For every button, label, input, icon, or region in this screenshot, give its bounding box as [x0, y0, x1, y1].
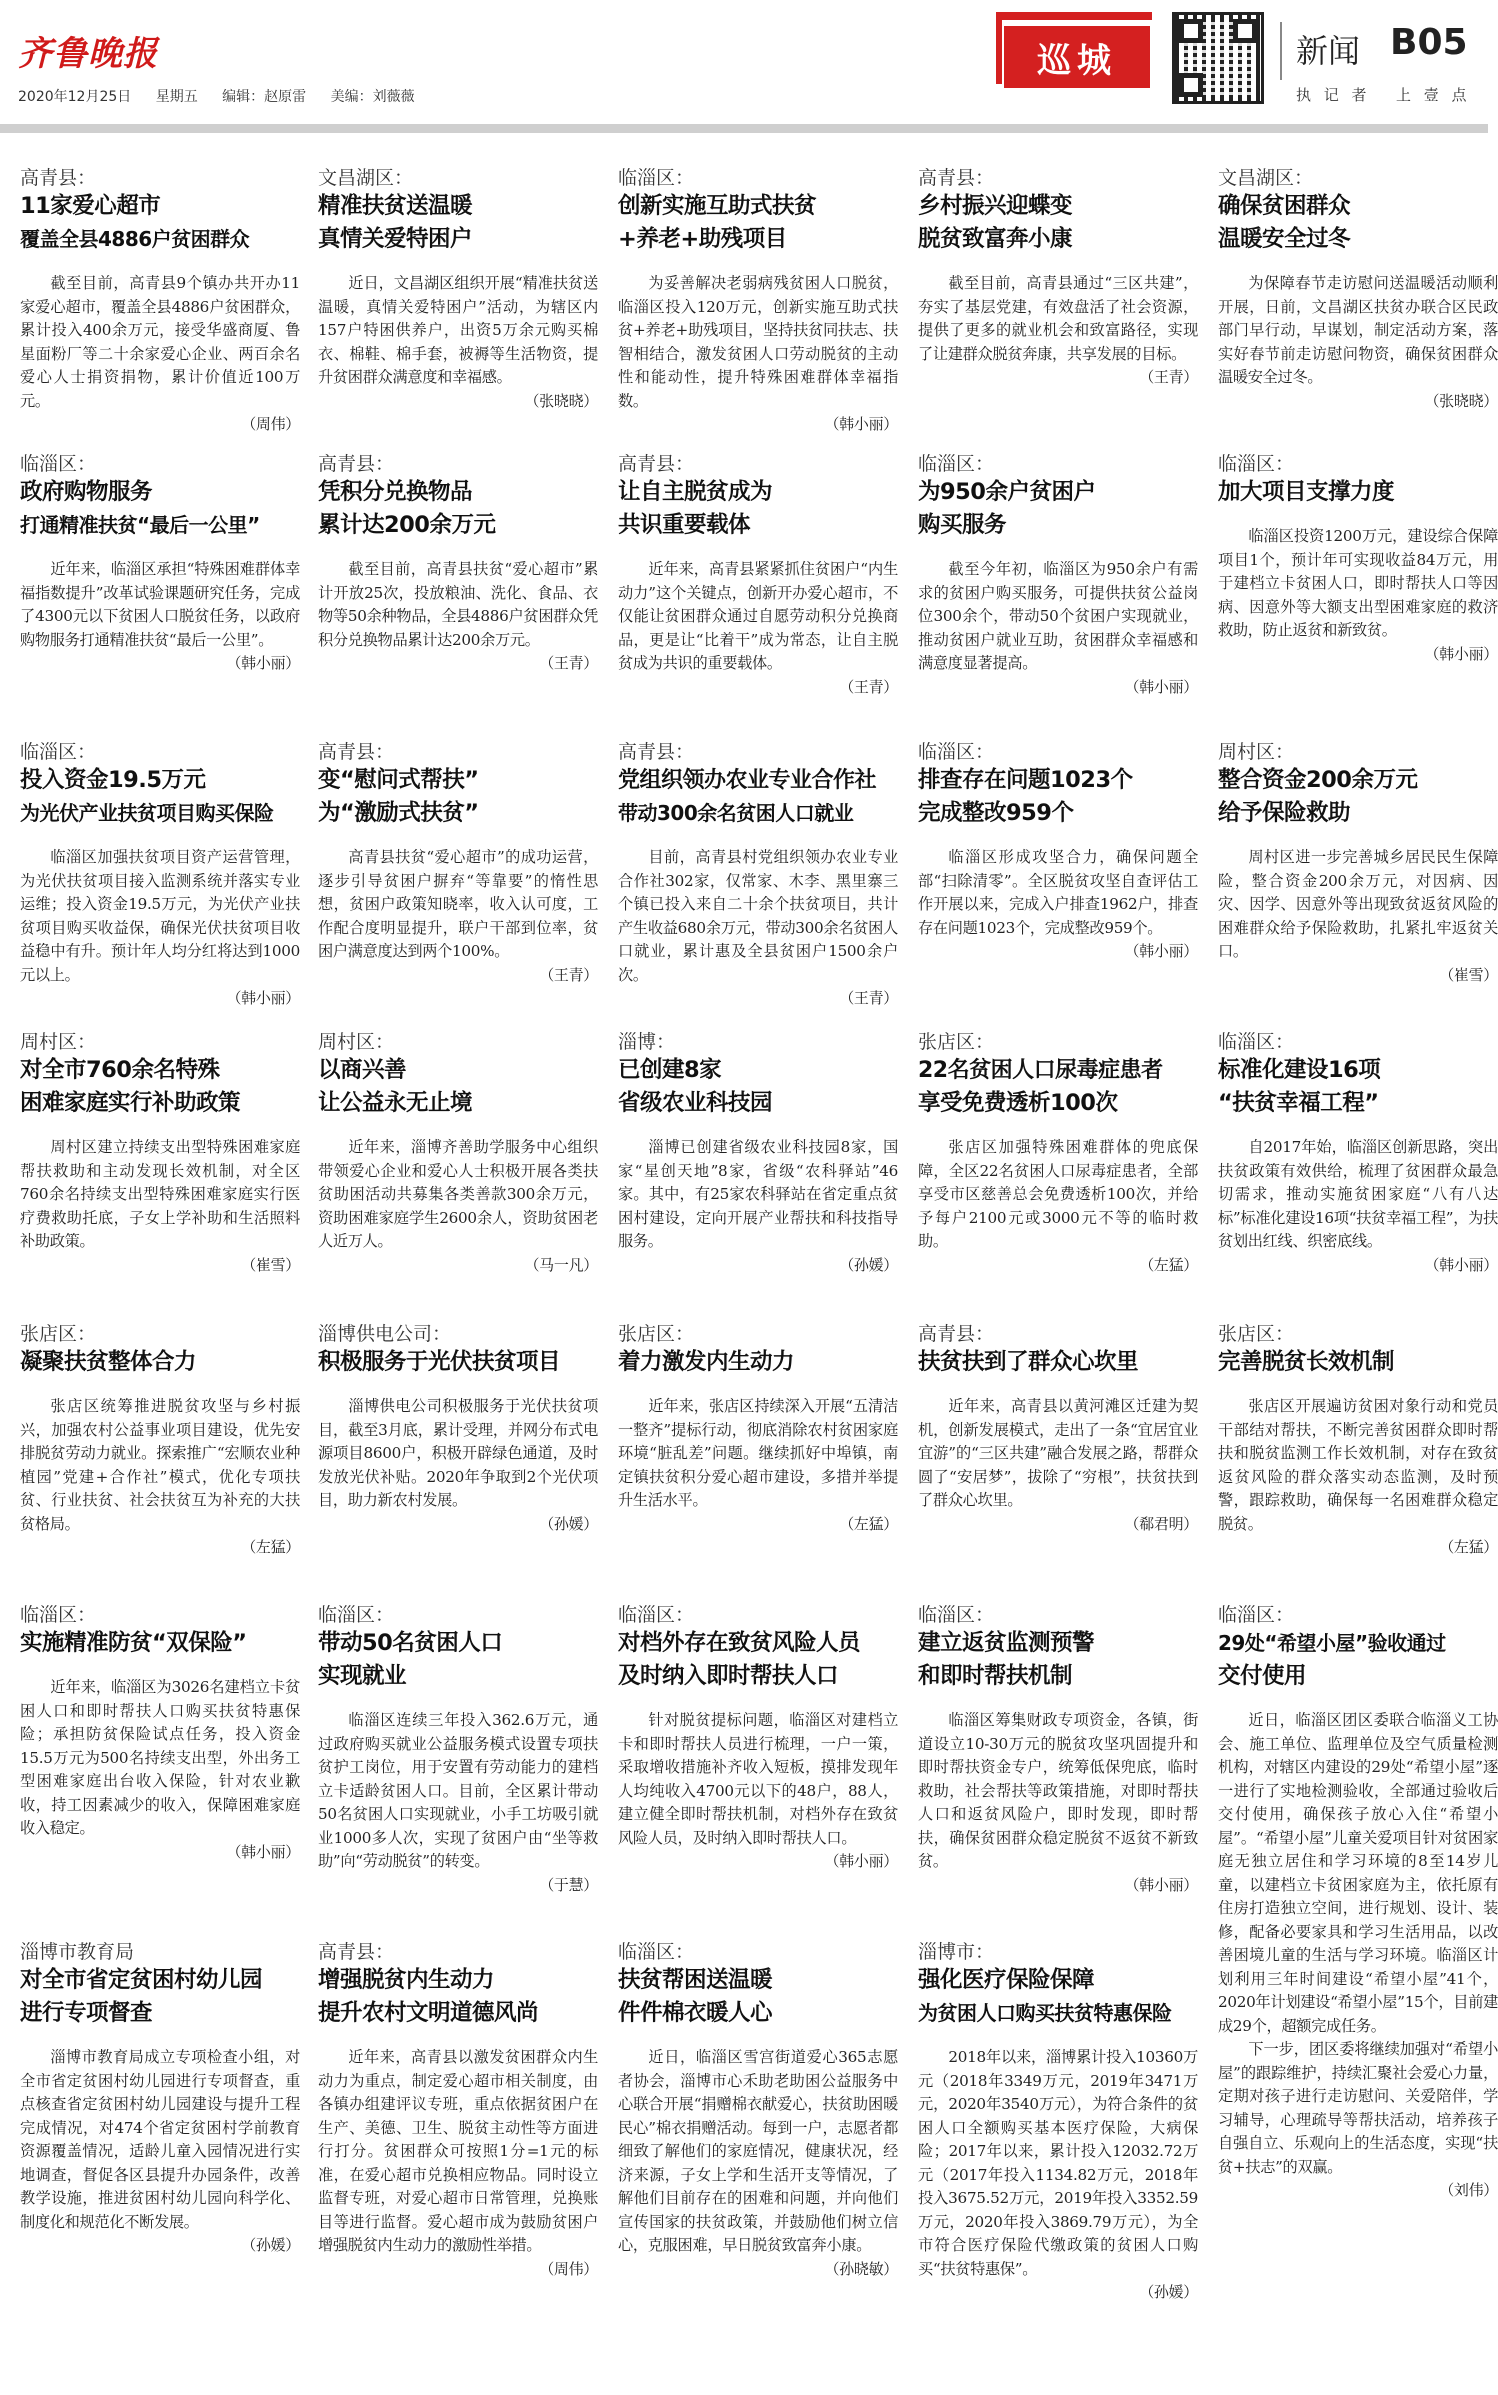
- article-body: 为妥善解决老弱病残贫困人口脱贫，临淄区投入120万元，创新实施互助式扶贫+养老+助残项目，坚持扶贫同扶志、扶智相结合，激发贫困人口劳动脱贫的主动性和能动性，提升特殊困难群体幸福指数。: [618, 274, 898, 410]
- article-headline: 提升农村文明道德风尚: [318, 2000, 539, 2026]
- article-location: 高青县：: [918, 167, 995, 189]
- article-headline: 对全市760余名特殊: [20, 1057, 220, 1083]
- article-body: 为保障春节走访慰问送温暖活动顺利开展，日前，文昌湖区扶贫办联合区民政部门早行动，早谋划，制定活动方案，落实好春节前走访慰问物资，确保贫困群众温暖安全过冬。: [1218, 274, 1498, 386]
- reporter-label: 执 记 者: [1296, 86, 1371, 104]
- article-headline: 实现就业: [318, 1663, 407, 1689]
- article-headline: 省级农业科技园: [618, 1090, 773, 1116]
- article-body: 张店区统筹推进脱贫攻坚与乡村振兴，加强农村公益事业项目建设，优先安排脱贫劳动力就业。探索推广“宏顺农业种植园”党建+合作社”模式，优化专项扶贫、行业扶贫、社会扶贫互为补充的大扶贫格局。: [20, 1397, 300, 1533]
- article-body: 临淄区筹集财政专项资金，各镇，街道设立10-30万元的脱贫攻坚巩固提升和即时帮扶资金专户，统筹低保兜底，临时救助，社会帮扶等政策措施，对即时帮扶人口和返贫风险户，即时发现，即时帮扶，确保贫困群众稳定脱贫不返贫不新致贫。: [918, 1711, 1198, 1870]
- article-headline: 已创建8家: [618, 1057, 722, 1083]
- article-author: （郗君明）: [1124, 1514, 1198, 1533]
- article-location: 高青县：: [318, 453, 395, 475]
- article-headline: 政府购物服务: [20, 479, 153, 505]
- column-frame-left: [996, 12, 1002, 84]
- article-headline: 变“慰问式帮扶”: [318, 767, 479, 793]
- article-headline: 党组织领办农业专业合作社: [618, 768, 877, 793]
- article-headline: 为光伏产业扶贫项目购买保险: [20, 801, 274, 825]
- article-headline: 件件棉衣暖人心: [618, 2000, 773, 2026]
- article-card: [918, 166, 1198, 452]
- issue-date: 2020年12月25日: [18, 89, 132, 105]
- article-card: [918, 1030, 1198, 1322]
- article-location: 临淄区：: [1218, 1604, 1295, 1626]
- article-card: [618, 1603, 898, 1940]
- article-card: [618, 740, 898, 1030]
- article-location: 临淄区：: [1218, 1031, 1295, 1053]
- page-number: B05: [1390, 22, 1468, 63]
- page-header: [0, 0, 1488, 135]
- article-location: 高青县：: [618, 741, 695, 763]
- article-headline: 真情关爱特困户: [318, 226, 473, 252]
- article-author: （刘伟）: [1439, 2181, 1498, 2199]
- article-author: （周伟）: [539, 2259, 598, 2278]
- article-headline: 对全市省定贫困村幼儿园: [20, 1967, 263, 1993]
- article-body: 截至目前，高青县扶贫“爱心超市”累计开放25次，投放粮油、洗化、食品、衣物等50余种物品，全县4886户贫困群众凭积分兑换物品累计达200余万元。: [318, 560, 598, 649]
- article-location: 临淄区：: [918, 453, 995, 475]
- column-frame-top: [996, 12, 1152, 20]
- article-headline: 交付使用: [1218, 1663, 1307, 1689]
- article-author: （于慧）: [539, 1875, 598, 1894]
- section-name: 新闻: [1296, 32, 1361, 70]
- article-headline: 让公益永无止境: [318, 1090, 473, 1116]
- article-card: [1218, 452, 1498, 740]
- article-headline: 扶贫扶到了群众心坎里: [918, 1349, 1139, 1375]
- article-location: 淄博供电公司：: [318, 1323, 452, 1345]
- article-headline: 带动300余名贫困人口就业: [618, 801, 854, 825]
- article-card: [918, 1940, 1198, 2380]
- article-author: （王青）: [539, 654, 598, 672]
- article-headline: 困难家庭实行补助政策: [20, 1090, 241, 1116]
- article-location: 高青县：: [618, 453, 695, 475]
- article-body: 近年来，高青县紧紧抓住贫困户“内生动力”这个关键点，创新开办爱心超市，不仅能让贫困群众通过自愿劳动积分兑换商品，更是让“比着干”成为常态，让自主脱贫成为共识的重要载体。: [618, 560, 898, 672]
- article-headline: 强化医疗保险保障: [918, 1967, 1095, 1993]
- article-author: （韩小丽）: [1124, 942, 1198, 960]
- article-headline: 完善脱贫长效机制: [1218, 1349, 1395, 1375]
- article-author: （韩小丽）: [824, 1852, 898, 1870]
- article-location: 淄博市：: [918, 1941, 995, 1963]
- article-headline: 11家爱心超市: [20, 193, 161, 219]
- article-location: 张店区：: [918, 1031, 995, 1053]
- article-headline: 实施精准防贫“双保险”: [20, 1630, 247, 1656]
- article-location: 张店区：: [618, 1323, 695, 1345]
- article-location: 张店区：: [1218, 1323, 1295, 1345]
- article-location: 高青县：: [318, 1941, 395, 1963]
- article-headline: 进行专项督查: [20, 2000, 153, 2026]
- article-location: 文昌湖区：: [1218, 167, 1314, 189]
- article-location: 张店区：: [20, 1323, 97, 1345]
- article-author: （王青）: [1139, 368, 1198, 386]
- article-author: （马一凡）: [524, 1255, 598, 1274]
- article-headline: 让自主脱贫成为: [618, 479, 773, 505]
- article-author: （韩小丽）: [1124, 1875, 1198, 1894]
- article-body: 临淄区连续三年投入362.6万元，通过政府购买就业公益服务模式设置专项扶贫护工岗位，用于安置有劳动能力的建档立卡适龄贫困人口。目前，全区累计带动50名贫困人口实现就业，小手工坊吸引就业1000多人次，实现了贫困户由“坐等救助”向“劳动脱贫”的转变。: [318, 1711, 598, 1870]
- column-label: 巡城: [1004, 26, 1150, 88]
- article-author: （王青）: [839, 989, 898, 1007]
- article-card: [1218, 166, 1498, 452]
- article-body: 近日，临淄区团区委联合临淄义工协会、施工单位、监理单位及空气质量检测机构，对辖区内建设的29处“希望小屋”逐一进行了实地检测验收，全部通过验收后交付使用，确保孩子放心入住“希望小屋”。“希望小屋”儿童关爱项目针对贫困家庭无独立居住和学习环境的8至14岁儿童，以建档立卡贫困家庭为主，依托原有住房打造独立空间，进行规划、设计、装修，配备必要家具和学习生活用品，以改善困境儿童的生活与学习环境。临淄区计划利用三年时间建设“希望小屋”41个，2020年计划建设“希望小屋”15个，目前建成29个，超额完成任务。: [1218, 1711, 1498, 2035]
- article-body: 临淄区投资1200万元，建设综合保障项目1个，预计年可实现收益84万元，用于建档立卡贫困人口，即时帮扶人口等因病、因意外等大额支出型困难家庭的救济救助，防止返贫和新致贫。: [1218, 527, 1498, 639]
- article-body: 周村区建立持续支出型特殊困难家庭帮扶救助和主动发现长效机制，对全区760余名持续支出型特殊困难家庭实行医疗费救助托底，子女上学补助和生活照料补助政策。: [20, 1138, 300, 1250]
- article-card: [20, 452, 300, 740]
- article-headline: 创新实施互助式扶贫: [618, 193, 817, 219]
- article-headline: 及时纳入即时帮扶人口: [618, 1663, 839, 1689]
- article-body: 张店区加强特殊困难群体的兜底保障，全区22名贫困人口尿毒症患者，全部享受市区慈善总会免费透析100次，并给予每户2100元或3000元不等的临时救助。: [918, 1138, 1198, 1250]
- article-headline: “扶贫幸福工程”: [1218, 1090, 1379, 1116]
- article-headline: 带动50名贫困人口: [318, 1630, 503, 1656]
- article-card: [618, 1322, 898, 1603]
- article-location: 周村区：: [20, 1031, 97, 1053]
- article-headline: 22名贫困人口尿毒症患者: [918, 1058, 1163, 1083]
- article-headline: 扶贫帮困送温暖: [618, 1967, 773, 1993]
- article-location: 临淄区：: [618, 1941, 695, 1963]
- article-location: 周村区：: [318, 1031, 395, 1053]
- article-headline: 投入资金19.5万元: [20, 767, 206, 793]
- article-headline: 凝聚扶贫整体合力: [20, 1349, 197, 1375]
- article-author: （崔雪）: [1439, 965, 1498, 984]
- article-location: 临淄区：: [20, 1604, 97, 1626]
- article-body: 目前，高青县村党组织领办农业专业合作社302家，仅常家、木李、黑里寨三个镇已投入来自二十余个扶贫项目，共计产生收益680余万元，带动300余名贫困人口就业，累计惠及全县贫困户1500余户次。: [618, 848, 898, 984]
- article-body: 近日，文昌湖区组织开展“精准扶贫送温暖，真情关爱特困户”活动，为辖区内157户特困供养户，出资5万余元购买棉衣、棉鞋、棉手套，被褥等生活物资，提升贫困群众满意度和幸福感。: [318, 274, 598, 386]
- article-headline: 温暖安全过冬: [1218, 226, 1351, 252]
- article-author: （韩小丽）: [1424, 644, 1498, 663]
- article-card: [618, 1940, 898, 2380]
- article-author: （韩小丽）: [1424, 1255, 1498, 1274]
- article-card: [20, 166, 300, 452]
- article-body: 截至今年初，临淄区为950余户有需求的贫困户购买服务，可提供扶贫公益岗位300余个，带动50个贫困户实现就业，推动贫困户就业互助，贫困群众幸福感和满意度显著提高。: [918, 560, 1198, 672]
- article-location: 临淄区：: [918, 741, 995, 763]
- editor-credit: 编辑：赵原雷: [222, 89, 307, 105]
- article-author: （孙媛）: [1139, 2283, 1198, 2301]
- article-headline: 共识重要载体: [618, 512, 751, 538]
- article-card: [318, 1030, 598, 1322]
- article-headline: 标准化建设16项: [1218, 1057, 1381, 1083]
- article-headline: 排查存在问题1023个: [918, 767, 1133, 793]
- article-body: 近年来，高青县以激发贫困群众内生动力为重点，制定爱心超市相关制度，由各镇办组建评议专班，重点依据贫困户在生产、美德、卫生、脱贫主动性等方面进行打分。贫困群众可按照1分=1元的标准，在爱心超市兑换相应物品。同时设立监督专班，对爱心超市日常管理，兑换账目等进行监督。爱心超市成为鼓励贫困户增强脱贫内生动力的激励性举措。: [318, 2048, 598, 2254]
- article-author: （王青）: [539, 965, 598, 984]
- article-body: 2018年以来，淄博累计投入10360万元（2018年3349万元，2019年3471万元，2020年3540万元），为符合条件的贫困人口全额购买基本医疗保险，大病保险；2017年以来，累计投入12032.72万元（2017年投入1134.82万元，2018年投入3675.52万元，2019年投入3352.59万元，2020年投入3869.79万元），为全市符合医疗保险代缴政策的贫困人口购买“扶贫特惠保”。: [918, 2048, 1198, 2278]
- article-headline: 完成整改959个: [918, 800, 1074, 826]
- article-author: （张晓晓）: [524, 391, 598, 410]
- article-author: （韩小丽）: [226, 1842, 300, 1861]
- article-body: 周村区进一步完善城乡居民民生保障险，整合资金200余万元，对因病、因灾、因学、因意外等出现致贫返贫风险的困难群众给予保险救助，扎紧扎牢返贫关口。: [1218, 848, 1498, 960]
- article-location: 临淄区：: [20, 453, 97, 475]
- article-headline: 以商兴善: [318, 1057, 407, 1083]
- article-body: 临淄区形成攻坚合力，确保问题全部“扫除清零”。全区脱贫攻坚自查评估工作开展以来，完成入户排查1962户，排查存在问题1023个，完成整改959个。: [918, 848, 1198, 937]
- article-author: （韩小丽）: [824, 415, 898, 433]
- article-author: （左猛）: [1439, 1538, 1498, 1556]
- article-body: 下一步，团区委将继续加强对“希望小屋”的跟踪维护，持续汇聚社会爱心力量，定期对孩子进行走访慰问、关爱陪伴，学习辅导，心理疏导等帮扶活动，培养孩子自强自立、乐观向上的生活态度，实现“扶贫+扶志”的双赢。: [1218, 2040, 1498, 2176]
- article-headline: 为“激励式扶贫”: [318, 800, 479, 826]
- article-card: [318, 1940, 598, 2380]
- article-location: 高青县：: [20, 167, 97, 189]
- article-location: 临淄区：: [918, 1604, 995, 1626]
- article-card: [1218, 740, 1498, 1030]
- article-headline: 购买服务: [918, 512, 1007, 538]
- article-body: 淄博已创建省级农业科技园8家，国家“星创天地”8家，省级“农科驿站”46家。其中，有25家农科驿站在省定重点贫困村建设，定向开展产业帮扶和科技指导服务。: [618, 1138, 898, 1250]
- article-headline: 整合资金200余万元: [1218, 767, 1418, 793]
- article-headline: 给予保险救助: [1218, 800, 1351, 826]
- article-card: [918, 740, 1198, 1030]
- article-body: 截至目前，高青县通过“三区共建”，夯实了基层党建，有效盘活了社会资源，提供了更多的就业机会和致富路径，实现了让建群众脱贫奔康，共享发展的目标。: [918, 274, 1198, 363]
- reporter-name: 上 壹 点: [1396, 86, 1471, 104]
- article-body: 近年来，张店区持续深入开展“五清洁一整齐”提标行动，彻底消除农村贫困家庭环境“脏乱差”问题。继续抓好中埠镇，南定镇扶贫积分爱心超市建设，多措并举提升生活水平。: [618, 1397, 898, 1509]
- article-body: 淄博供电公司积极服务于光伏扶贫项目，截至3月底，累计受理，并网分布式电源项目8600户，积极开辟绿色通道，及时发放光伏补贴。2020年争取到2个光伏项目，助力新农村发展。: [318, 1397, 598, 1509]
- article-author: （孙媛）: [539, 1514, 598, 1533]
- article-headline: 加大项目支撑力度: [1218, 479, 1395, 505]
- article-author: （周伟）: [241, 415, 300, 433]
- article-headline: 对档外存在致贫风险人员: [618, 1630, 861, 1656]
- article-body: 针对脱贫提标问题，临淄区对建档立卡和即时帮扶人员进行梳理，一户一策，采取增收措施补齐收入短板，摸排发现年人均纯收入4700元以下的48户，88人，建立健全即时帮扶机制，对档外存在致贫风险人员，及时纳入即时帮扶人口。: [618, 1711, 898, 1847]
- designer-credit: 美编：刘薇薇: [330, 89, 415, 105]
- article-headline: 凭积分兑换物品: [318, 479, 473, 505]
- article-author: （左猛）: [241, 1538, 300, 1556]
- article-headline: 积极服务于光伏扶贫项目: [318, 1349, 561, 1375]
- article-author: （孙媛）: [241, 2236, 300, 2254]
- article-location: 临淄区：: [20, 741, 97, 763]
- article-body: 淄博市教育局成立专项检查小组，对全市省定贫困村幼儿园进行专项督查，重点核查省定贫困村幼儿园建设与提升工程完成情况，对474个省定贫困村学前教育资源覆盖情况，适龄儿童入园情况进行实地调查，督促各区县提升办园条件，改善教学设施，推进贫困村幼儿园向科学化、制度化和规范化不断发展。: [20, 2048, 300, 2231]
- article-body: 高青县扶贫“爱心超市”的成功运营，逐步引导贫困户摒弃“等靠要”的惰性思想，贫困户政策知晓率，收入认可度，工作配合度明显提升，联户干部到位率，贫困户满意度达到两个100%。: [318, 848, 598, 960]
- article-headline: 精准扶贫送温暖: [318, 193, 473, 219]
- qr-code-icon[interactable]: [1172, 12, 1264, 104]
- article-headline: 增强脱贫内生动力: [318, 1967, 495, 1993]
- article-headline: 享受免费透析100次: [918, 1090, 1118, 1116]
- article-headline: 乡村振兴迎蝶变: [918, 193, 1073, 219]
- article-body: 临淄区加强扶贫项目资产运营管理，为光伏扶贫项目接入监测系统并落实专业运维；投入资金19.5万元，为光伏产业扶贫项目购买收益保，确保光伏扶贫项目收益稳中有升。预计年人均分红将达到1000元以上。: [20, 848, 300, 984]
- article-card: [1218, 1603, 1498, 2383]
- article-card: [318, 740, 598, 1030]
- article-card: [20, 740, 300, 1030]
- article-location: 临淄区：: [1218, 453, 1295, 475]
- article-author: （王青）: [839, 677, 898, 696]
- article-body: 近年来，高青县以黄河滩区迁建为契机，创新发展模式，走出了一条“宜居宜业宜游”的“三区共建”融合发展之路，帮群众圆了“安居梦”，拔除了“穷根”，扶贫扶到了群众心坎里。: [918, 1397, 1198, 1509]
- article-card: [20, 1030, 300, 1322]
- article-headline: 打通精准扶贫“最后一公里”: [20, 513, 260, 537]
- article-card: [318, 1603, 598, 1940]
- article-headline: 和即时帮扶机制: [918, 1663, 1073, 1689]
- article-headline: 着力激发内生动力: [618, 1349, 795, 1375]
- article-headline: 覆盖全县4886户贫困群众: [20, 227, 250, 251]
- header-rule: [0, 124, 1488, 133]
- article-location: 高青县：: [318, 741, 395, 763]
- article-location: 高青县：: [918, 1323, 995, 1345]
- article-body: 截至目前，高青县9个镇办共开办11家爱心超市，覆盖全县4886户贫困群众，累计投入400余万元，接受华盛商厦、鲁星面粉厂等二十余家爱心企业、两百余名爱心人士捐资捐物，累计价值近100万元。: [20, 274, 300, 410]
- article-card: [20, 1322, 300, 1603]
- article-headline: 确保贫困群众: [1218, 193, 1351, 219]
- header-divider: [1280, 22, 1282, 80]
- article-headline: 累计达200余万元: [318, 512, 496, 538]
- article-card: [20, 1940, 300, 2380]
- article-body: 自2017年始，临淄区创新思路，突出扶贫政策有效供给，梳理了贫困群众最急切需求，推动实施贫困家庭“八有八达标”标准化建设16项“扶贫幸福工程”，为扶贫划出红线、织密底线。: [1218, 1138, 1498, 1250]
- article-author: （左猛）: [1139, 1255, 1198, 1274]
- article-author: （孙媛）: [839, 1255, 898, 1274]
- article-card: [618, 452, 898, 740]
- article-card: [618, 166, 898, 452]
- article-card: [318, 166, 598, 452]
- article-headline: 建立返贫监测预警: [918, 1630, 1095, 1656]
- article-card: [318, 1322, 598, 1603]
- article-location: 淄博市教育局: [20, 1941, 135, 1963]
- article-body: 近日，临淄区雪宫街道爱心365志愿者协会，淄博市心禾助老助困公益服务中心联合开展“捐赠棉衣献爱心，扶贫助困暖民心”棉衣捐赠活动。每到一户，志愿者都细致了解他们的家庭情况，健康状况，经济来源，子女上学和生活开支等情况，了解他们目前存在的困难和问题，并向他们宣传国家的扶贫政策，并鼓励他们树立信心，克服困难，早日脱贫致富奔小康。: [618, 2048, 898, 2254]
- article-card: [918, 1322, 1198, 1603]
- article-location: 淄博：: [618, 1031, 676, 1053]
- article-headline: 为950余户贫困户: [918, 479, 1096, 505]
- article-author: （韩小丽）: [226, 654, 300, 672]
- article-author: （韩小丽）: [226, 989, 300, 1007]
- article-body: 近年来，临淄区为3026名建档立卡贫困人口和即时帮扶人口购买扶贫特惠保险；承担防贫保险试点任务，投入资金15.5万元为500名持续支出型，外出务工型困难家庭出台收入保险，针对农业歉收，持工因素减少的收入，保障困难家庭收入稳定。: [20, 1678, 300, 1837]
- article-card: [1218, 1322, 1498, 1603]
- article-card: [618, 1030, 898, 1322]
- article-card: [918, 452, 1198, 740]
- article-author: （崔雪）: [241, 1255, 300, 1274]
- dateline: [18, 86, 435, 106]
- article-author: （左猛）: [839, 1514, 898, 1533]
- article-body: 张店区开展遍访贫困对象行动和党员干部结对帮扶，不断完善贫困群众即时帮扶和脱贫监测工作长效机制，对存在致贫返贫风险的群众落实动态监测，及时预警，跟踪救助，确保每一名困难群众稳定脱贫。: [1218, 1397, 1498, 1533]
- article-location: 临淄区：: [318, 1604, 395, 1626]
- weekday: 星期五: [155, 89, 198, 105]
- article-headline: +养老+助残项目: [618, 226, 787, 252]
- article-card: [20, 1603, 300, 1940]
- article-headline: 脱贫致富奔小康: [918, 226, 1073, 252]
- article-author: （张晓晓）: [1424, 391, 1498, 410]
- article-location: 周村区：: [1218, 741, 1295, 763]
- article-author: （韩小丽）: [1124, 677, 1198, 696]
- masthead-logo: 齐鲁晚报: [18, 34, 158, 74]
- article-headline: 为贫困人口购买扶贫特惠保险: [918, 2001, 1172, 2025]
- article-location: 临淄区：: [618, 1604, 695, 1626]
- article-location: 临淄区：: [618, 167, 695, 189]
- article-body: 近年来，临淄区承担“特殊困难群体幸福指数提升”改革试验课题研究任务，完成了4300元以下贫困人口脱贫任务，以政府购物服务打通精准扶贫“最后一公里”。: [20, 560, 300, 649]
- article-card: [318, 452, 598, 740]
- article-author: （孙晓敏）: [824, 2259, 898, 2278]
- article-location: 文昌湖区：: [318, 167, 414, 189]
- article-card: [918, 1603, 1198, 1940]
- article-body: 近年来，淄博齐善助学服务中心组织带领爱心企业和爱心人士积极开展各类扶贫助困活动共募集各类善款300余万元，资助困难家庭学生2600余人，资助贫困老人近万人。: [318, 1138, 598, 1250]
- article-card: [1218, 1030, 1498, 1322]
- article-headline: 29处“希望小屋”验收通过: [1218, 1631, 1446, 1655]
